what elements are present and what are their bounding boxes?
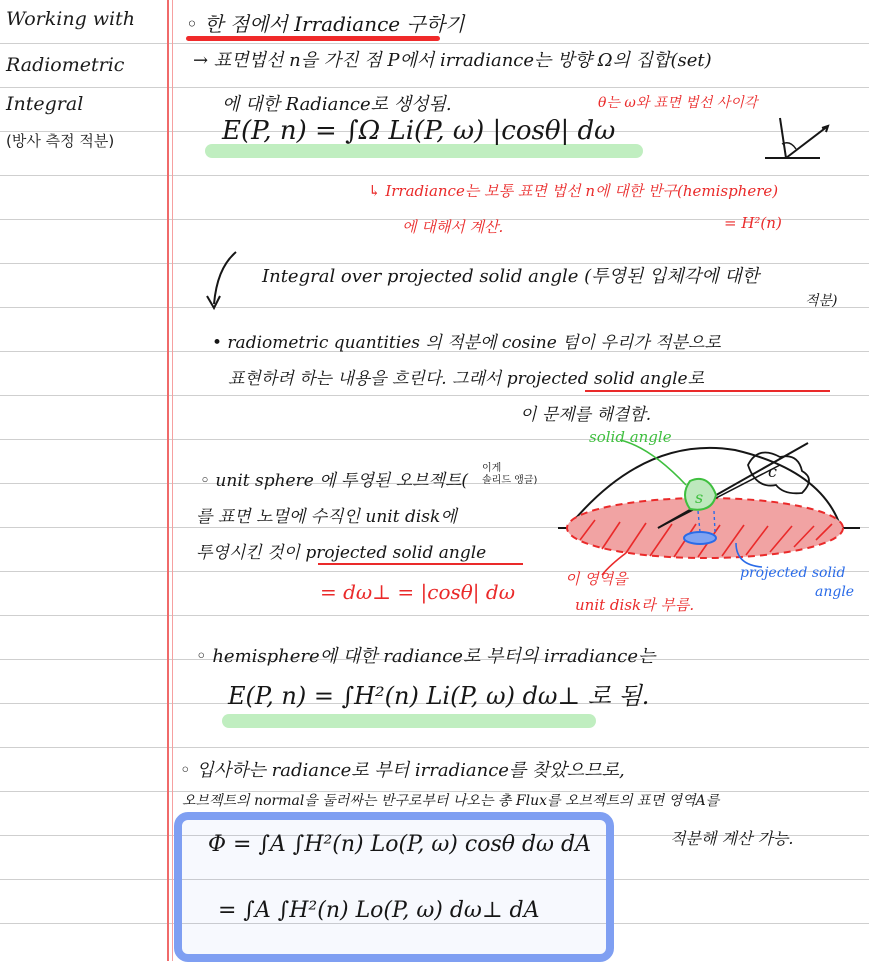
fig-c-label: c — [768, 462, 777, 481]
projected-underline — [318, 563, 523, 565]
equation-3: Φ = ∫A ∫H²(n) Lo(P, ω) cosθ dω dA — [208, 832, 591, 857]
heading-underline — [186, 36, 440, 41]
flux-line-3: 적분해 계산 가능. — [670, 829, 794, 848]
para-line-3: 이 문제를 해결함. — [520, 405, 652, 425]
text-line-2: 에 대한 Radiance로 생성됨. — [222, 94, 452, 115]
sidebar-line-4: (방사 측정 적분) — [6, 132, 115, 150]
unit-line-2: 를 표면 노멀에 수직인 unit disk에 — [196, 507, 457, 527]
equation-4: = ∫A ∫H²(n) Lo(P, ω) dω⊥ dA — [218, 898, 540, 923]
unit-line-1-note: 이게 솔리드 앵글) — [482, 463, 538, 486]
equation-1-highlight — [205, 144, 643, 158]
curve-arrow — [196, 246, 256, 316]
section-heading: ◦ 한 점에서 Irradiance 구하기 — [186, 12, 465, 36]
projected-patch — [684, 532, 716, 544]
angle-sketch — [760, 112, 840, 167]
margin-line — [167, 0, 169, 961]
irradiance-note-1: ↳ Irradiance는 보통 표면 법선 n에 대한 반구(hemisphere) — [368, 182, 779, 200]
sidebar-line-2: Radiometric — [6, 54, 125, 76]
para-line-2: 표현하려 하는 내용을 흐린다. 그래서 projected solid angle로 — [228, 369, 705, 389]
equation-2-highlight — [222, 714, 596, 728]
irradiance-note-2: 에 대해서 계산. — [402, 218, 504, 236]
h2n-note: = H²(n) — [724, 214, 782, 232]
unit-line-4: = dω⊥ = |cosθ| dω — [320, 580, 515, 604]
para-line-1: • radiometric quantities 의 적분에 cosine 텀이 우리가 적분으로 — [212, 333, 721, 353]
equation-1: E(P, n) = ∫Ω Li(P, ω) |cosθ| dω — [222, 116, 616, 146]
hemi-line: ◦ hemisphere에 대한 radiance로 부터의 irradiance는 — [196, 646, 656, 667]
text-line-1: → 표면법선 n을 가진 점 P에서 irradiance는 방향 Ω의 집합(set) — [193, 50, 712, 71]
direction-arrow — [786, 126, 828, 158]
area-note-1: 이 영역을 — [565, 570, 628, 588]
integral-title: Integral over projected solid angle (투영된 입체각에 대한 — [262, 266, 760, 287]
area-note-2: unit disk라 부름. — [575, 596, 695, 614]
solid-angle-label: solid angle — [589, 428, 672, 446]
projected-solid-angle-underline — [585, 390, 830, 392]
unit-line-1: ◦ unit sphere 에 투영된 오브젝트( — [200, 471, 469, 491]
normal-arrow — [780, 118, 786, 158]
theta-note: θ는 ω와 표면 법선 사이각 — [598, 95, 758, 111]
projected-label-1: projected solid — [740, 565, 846, 581]
equation-2: E(P, n) = ∫H²(n) Li(P, ω) dω⊥ 로 됨. — [228, 682, 650, 710]
flux-line-2: 오브젝트의 normal을 둘러싸는 반구로부터 나오는 총 Flux를 오브젝트의 표면 영역A를 — [182, 793, 720, 809]
unit-line-3: 투영시킨 것이 projected solid angle — [196, 543, 487, 563]
flux-line-1: ◦ 입사하는 radiance로 부터 irradiance를 찾았으므로, — [180, 760, 625, 781]
sidebar-line-3: Integral — [6, 93, 84, 115]
sidebar-line-1: Working with — [6, 8, 136, 30]
margin-line-inner — [172, 0, 173, 961]
integral-title-2: 적분) — [805, 293, 838, 309]
projected-label-2: angle — [815, 584, 855, 600]
fig-s-label: s — [695, 488, 704, 507]
